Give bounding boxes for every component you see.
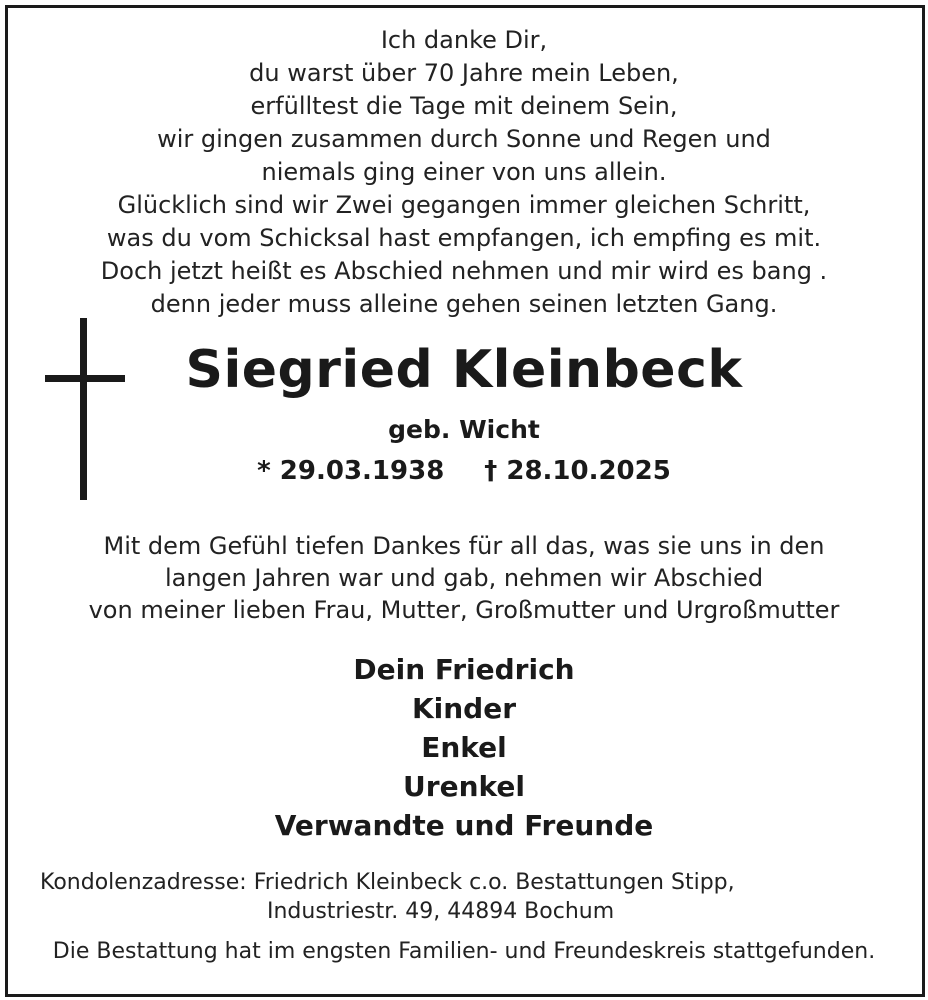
poem-line: erfülltest die Tage mit deinem Sein, (250, 92, 678, 120)
poem-line: Glücklich sind wir Zwei gegangen immer gleichen Schritt, (117, 191, 811, 219)
mourner: Kinder (411, 692, 517, 725)
birth-date: * 29.03.1938 (257, 456, 445, 486)
life-dates (0, 456, 928, 486)
thanks-line: von meiner lieben Frau, Mutter, Großmutter und Urgroßmutter (88, 596, 840, 624)
thanks-text (0, 530, 928, 626)
poem-line: wir gingen zusammen durch Sonne und Regen und (157, 125, 771, 153)
mourners-list (0, 650, 928, 845)
poem-line: Ich danke Dir, (380, 26, 548, 54)
funeral-note: Die Bestattung hat im engsten Familien- und Freundeskreis stattgefunden. (52, 939, 876, 964)
poem-line: was du vom Schicksal hast empfangen, ich empfing es mit. (106, 224, 822, 252)
mourner: Urenkel (403, 770, 525, 803)
mourner: Dein Friedrich (353, 653, 575, 686)
poem-line: niemals ging einer von uns allein. (261, 158, 667, 186)
deceased-name: Siegried Kleinbeck (185, 340, 743, 400)
death-date: † 28.10.2025 (484, 456, 671, 486)
condolence-address-line1: Kondolenzadresse: Friedrich Kleinbeck c.o. Bestattungen Stipp, (40, 870, 735, 895)
poem-line: Doch jetzt heißt es Abschied nehmen und mir wird es bang . (100, 257, 828, 285)
condolence-address-line2: Industriestr. 49, 44894 Bochum (267, 899, 615, 924)
poem-line: du warst über 70 Jahre mein Leben, (249, 59, 679, 87)
birth-name: geb. Wicht (388, 415, 540, 444)
thanks-line: langen Jahren war und gab, nehmen wir Abschied (164, 564, 764, 592)
thanks-line: Mit dem Gefühl tiefen Dankes für all das, was sie uns in den (103, 532, 825, 560)
poem (0, 24, 928, 321)
mourner: Verwandte und Freunde (274, 809, 654, 842)
mourner: Enkel (421, 731, 507, 764)
poem-line: denn jeder muss alleine gehen seinen letzten Gang. (150, 290, 778, 318)
